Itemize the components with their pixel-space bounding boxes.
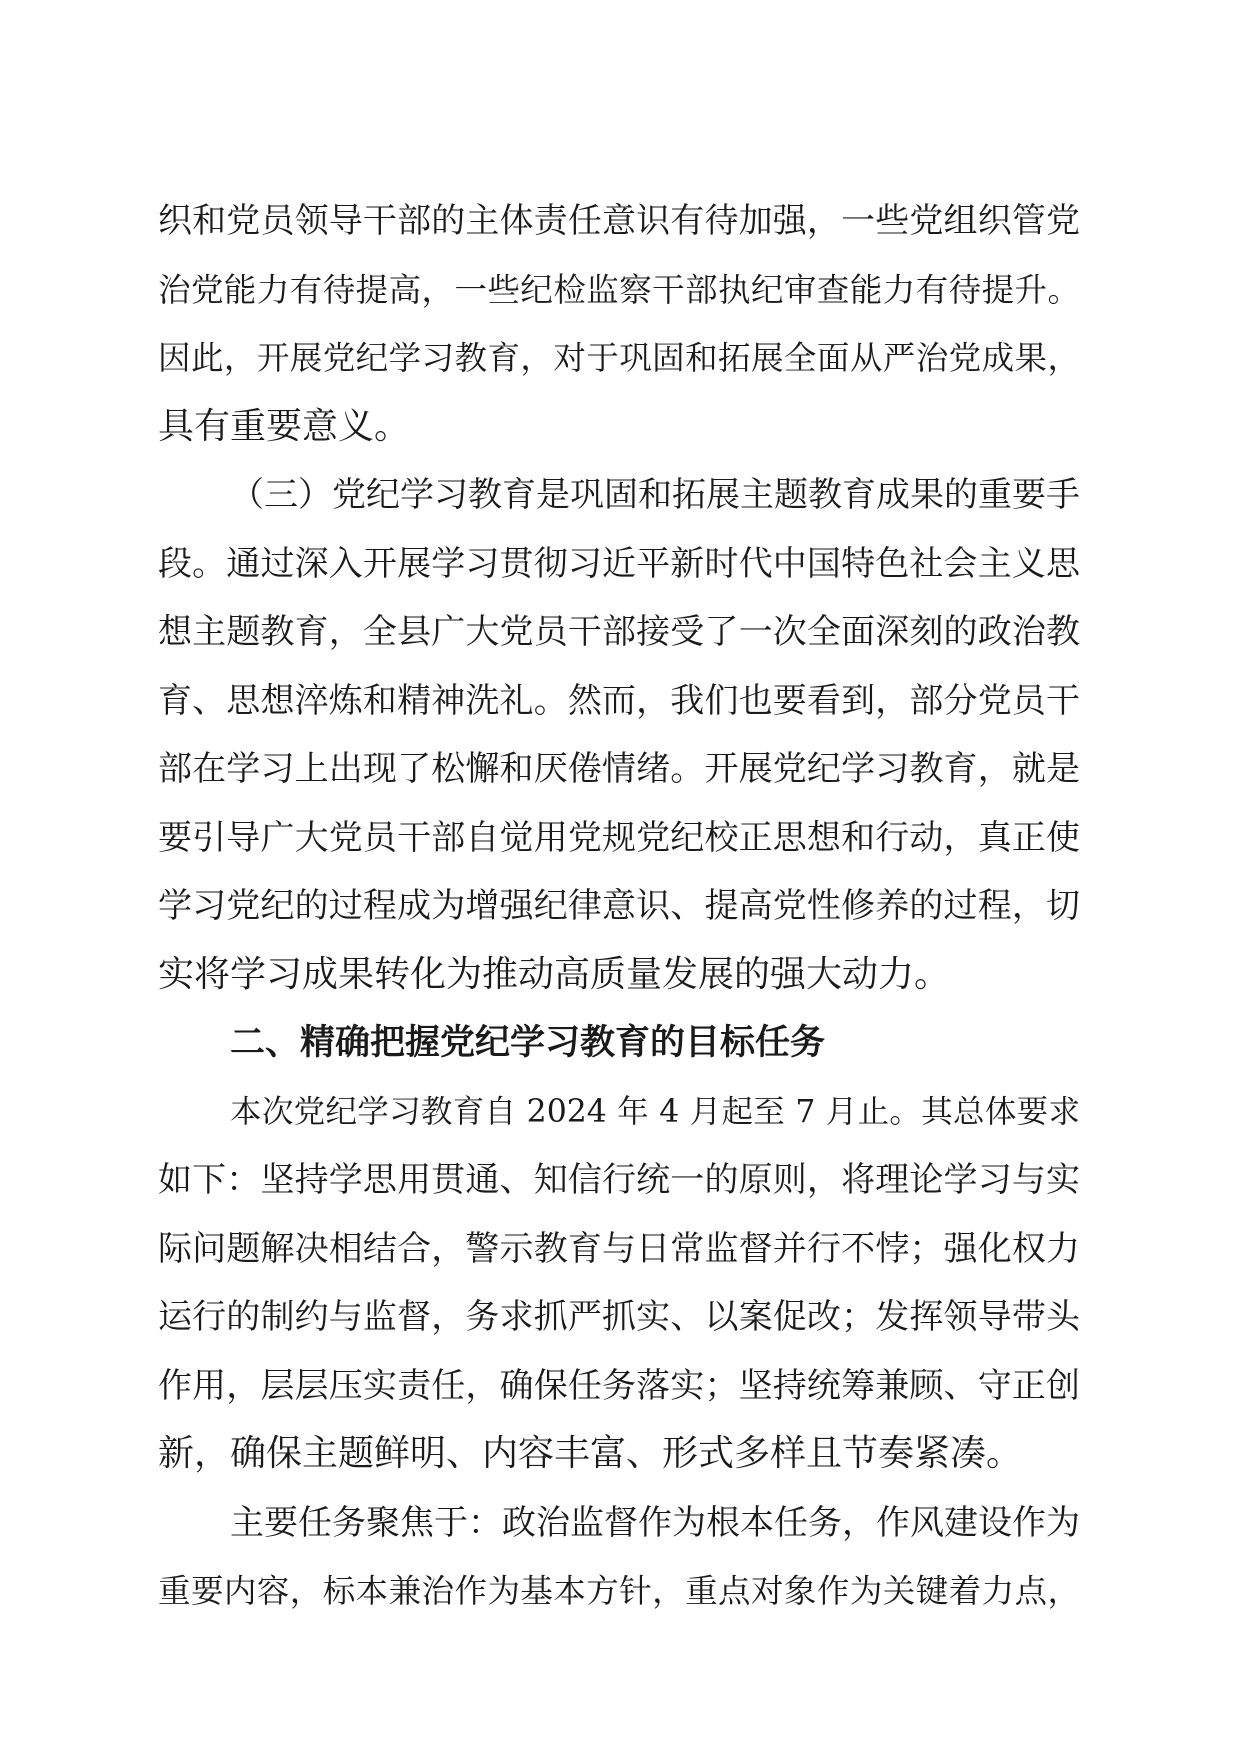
paragraph-line: 具有重要意义。 [158, 405, 411, 447]
paragraph-line: 重要内容，标本兼治作为基本方针，重点对象作为关键着力点， [158, 1572, 1080, 1610]
paragraph-line: 如下：坚持学思用贯通、知信行统一的原则，将理论学习与实 [158, 1160, 1080, 1200]
subheading-line: （三）党纪学习教育是巩固和拓展主题教育成果的重要手 [230, 475, 1080, 515]
paragraph-line: 因此，开展党纪学习教育，对于巩固和拓展全面从严治党成果， [158, 339, 1080, 377]
paragraph-line: 运行的制约与监督，务求抓严抓实、以案促改；发挥领导带头 [158, 1297, 1080, 1337]
document-body [158, 187, 1080, 1626]
section-heading: 二、精确把握党纪学习教育的目标任务 [230, 1023, 826, 1063]
paragraph-line: 实将学习成果转化为推动高质量发展的强大动力。 [158, 953, 951, 995]
paragraph-line: 本次党纪学习教育自 2024 年 4 月起至 7 月止。其总体要求 [230, 1093, 1080, 1130]
paragraph-line: 新，确保主题鲜明、内容丰富、形式多样且节奏紧凑。 [158, 1433, 1023, 1474]
paragraph-line: 部在学习上出现了松懈和厌倦情绪。开展党纪学习教育，就是 [158, 749, 1080, 789]
paragraph-line: 育、思想淬炼和精神洗礼。然而，我们也要看到，部分党员干 [158, 680, 1080, 721]
paragraph-line: 学习党纪的过程成为增强纪律意识、提高党性修养的过程，切 [158, 886, 1080, 926]
paragraph-line: 主要任务聚焦于：政治监督作为根本任务，作风建设作为 [230, 1502, 1080, 1543]
paragraph-line: 际问题解决相结合，警示教育与日常监督并行不悖；强化权力 [158, 1228, 1080, 1269]
paragraph-line: 织和党员领导干部的主体责任意识有待加强，一些党组织管党 [158, 201, 1080, 241]
paragraph-line: 作用，层层压实责任，确保任务落实；坚持统筹兼顾、守正创 [158, 1365, 1080, 1406]
paragraph-line: 想主题教育，全县广大党员干部接受了一次全面深刻的政治教 [158, 612, 1080, 652]
paragraph-line: 治党能力有待提高，一些纪检监察干部执纪审查能力有待提升。 [158, 270, 1080, 309]
paragraph-line: 段。通过深入开展学习贯彻习近平新时代中国特色社会主义思 [158, 543, 1080, 584]
paragraph-line: 要引导广大党员干部自觉用党规党纪校正思想和行动，真正使 [158, 817, 1080, 858]
